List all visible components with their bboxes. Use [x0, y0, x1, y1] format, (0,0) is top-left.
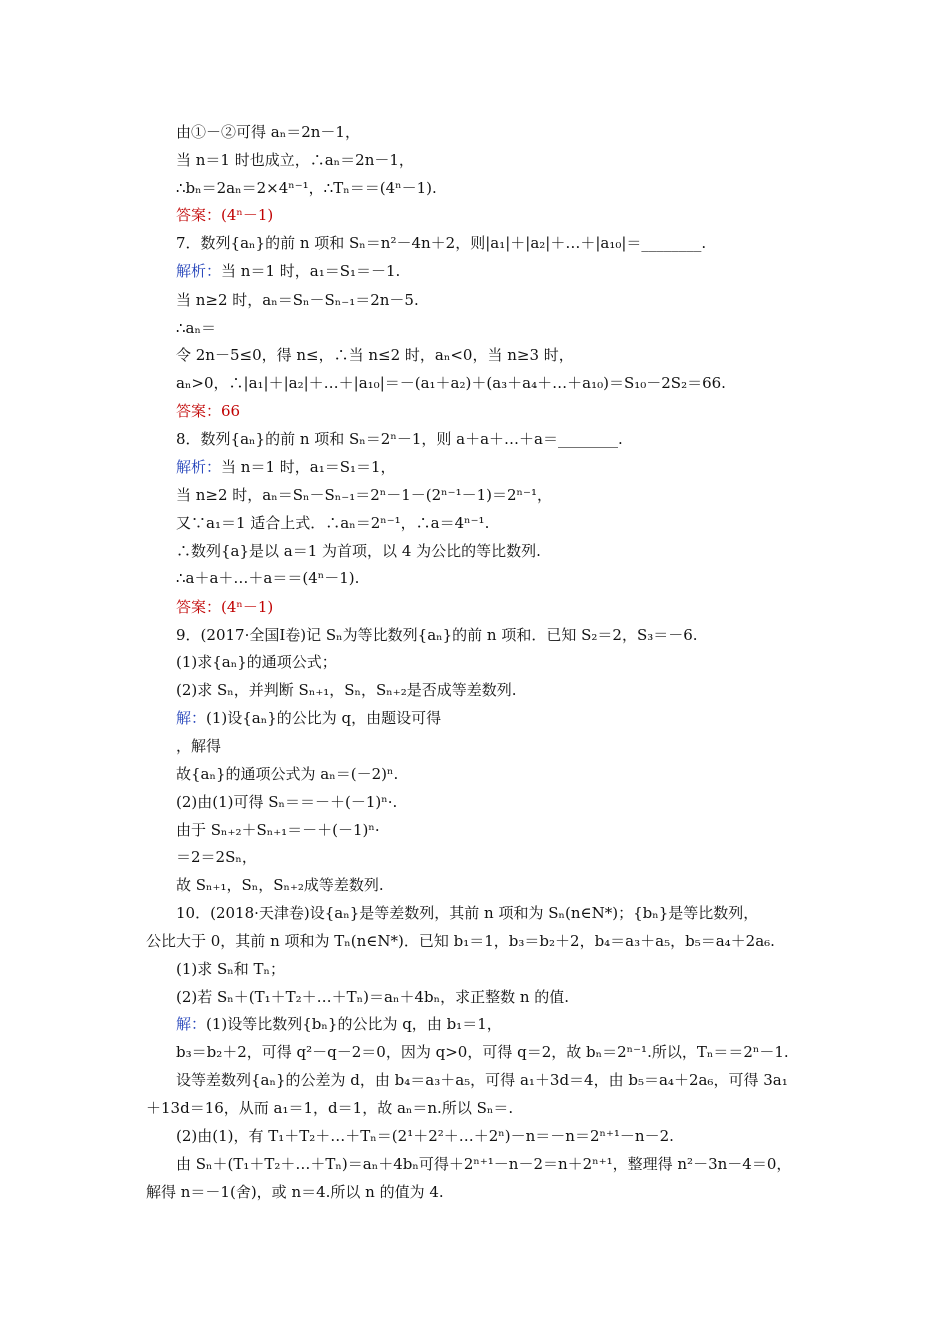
text-line: 故{aₙ}的通项公式为 aₙ＝(－2)ⁿ. [176, 765, 399, 783]
text-line: (1)求{aₙ}的通项公式； [176, 653, 337, 671]
analysis-label: 解析： [176, 262, 222, 280]
text-line: (2)求 Sₙ，并判断 Sₙ₊₁，Sₙ，Sₙ₊₂是否成等差数列. [176, 681, 517, 699]
solution-text: (1)设等比数列{bₙ}的公比为 q，由 b₁＝1， [206, 1015, 502, 1033]
text-line: ∴aₙ＝ [176, 319, 216, 337]
text-line: 令 2n－5≤0，得 n≤，∴当 n≤2 时，aₙ<0，当 n≥3 时， [176, 346, 574, 364]
text-line: ＋13d＝16，从而 a₁＝1，d＝1，故 aₙ＝n.所以 Sₙ＝. [146, 1099, 514, 1117]
text-line: (2)若 Sₙ＋(T₁＋T₂＋…＋Tₙ)＝aₙ＋4bₙ，求正整数 n 的值. [176, 988, 570, 1006]
question-7: 7．数列{aₙ}的前 n 项和 Sₙ＝n²－4n＋2，则|a₁|＋|a₂|＋…＋|a₁₀|＝________. [176, 234, 707, 252]
answer-line: 答案：(4ⁿ－1) [176, 598, 274, 616]
text-line: 当 n≥2 时，aₙ＝Sₙ－Sₙ₋₁＝2n－5. [176, 291, 419, 309]
text-line: ∴数列{a}是以 a＝1 为首项，以 4 为公比的等比数列. [176, 542, 541, 560]
solution-label: 解： [176, 709, 207, 727]
analysis-text: 当 n＝1 时，a₁＝S₁＝－1. [221, 262, 401, 280]
question-8: 8．数列{aₙ}的前 n 项和 Sₙ＝2ⁿ－1，则 a＋a＋…＋a＝________. [176, 430, 623, 448]
solution-label: 解： [176, 1015, 207, 1033]
analysis-line [176, 457, 396, 477]
solution-line [176, 708, 441, 728]
text-line: ，解得 [176, 737, 222, 755]
answer-line: 答案：(4ⁿ－1) [176, 206, 274, 224]
text-line: ∴a＋a＋…＋a＝＝(4ⁿ－1). [176, 569, 360, 587]
text-line: aₙ>0，∴|a₁|＋|a₂|＋…＋|a₁₀|＝－(a₁＋a₂)＋(a₃＋a₄＋…＋a₁₀)＝S₁₀－2S₂＝66. [176, 374, 726, 392]
text-line: 当 n≥2 时，aₙ＝Sₙ－Sₙ₋₁＝2ⁿ－1－(2ⁿ⁻¹－1)＝2ⁿ⁻¹， [176, 486, 552, 504]
text-line: b₃＝b₂＋2，可得 q²－q－2＝0，因为 q>0，可得 q＝2，故 bₙ＝2ⁿ⁻¹.所以，Tₙ＝＝2ⁿ－1. [176, 1043, 789, 1061]
text-line: (2)由(1)可得 Sₙ＝＝－＋(－1)ⁿ·. [176, 793, 398, 811]
text-line: 故 Sₙ₊₁，Sₙ，Sₙ₊₂成等差数列. [176, 876, 384, 894]
text-line: (1)求 Sₙ和 Tₙ； [176, 960, 286, 978]
text-line: 解得 n＝－1(舍)，或 n＝4.所以 n 的值为 4. [146, 1183, 444, 1201]
text-line: 由①－②可得 aₙ＝2n－1， [176, 123, 360, 141]
text-line: 公比大于 0，其前 n 项和为 Tₙ(n∈N*)．已知 b₁＝1，b₃＝b₂＋2，b₄＝a₃＋a₅，b₅＝a₄＋2a₆. [146, 932, 775, 950]
answer-line: 答案：66 [176, 402, 241, 420]
text-line: 又∵a₁＝1 适合上式．∴aₙ＝2ⁿ⁻¹，∴a＝4ⁿ⁻¹. [176, 514, 490, 532]
text-line: 设等差数列{aₙ}的公差为 d，由 b₄＝a₃＋a₅，可得 a₁＋3d＝4，由 b₅＝a₄＋2a₆，可得 3a₁ [176, 1071, 788, 1089]
text-line: 由 Sₙ＋(T₁＋T₂＋…＋Tₙ)＝aₙ＋4bₙ可得＋2ⁿ⁺¹－n－2＝n＋2ⁿ⁺¹，整理得 n²－3n－4＝0， [176, 1155, 792, 1173]
question-10: 10．(2018·天津卷)设{aₙ}是等差数列，其前 n 项和为 Sₙ(n∈N*)；{bₙ}是等比数列， [176, 904, 759, 922]
analysis-line [176, 261, 400, 281]
text-line: 由于 Sₙ₊₂＋Sₙ₊₁＝－＋(－1)ⁿ· [176, 821, 380, 839]
text-line: 当 n＝1 时也成立，∴aₙ＝2n－1， [176, 151, 414, 169]
analysis-text: 当 n＝1 时，a₁＝S₁＝1， [221, 458, 396, 476]
analysis-label: 解析： [176, 458, 222, 476]
solution-text: (1)设{aₙ}的公比为 q，由题设可得 [206, 709, 442, 727]
question-9: 9．(2017·全国Ⅰ卷)记 Sₙ为等比数列{aₙ}的前 n 项和．已知 S₂＝2，S₃＝－6. [176, 626, 698, 644]
text-line: ＝2＝2Sₙ， [176, 848, 257, 866]
solution-line [176, 1014, 502, 1034]
text-line: ∴bₙ＝2aₙ＝2×4ⁿ⁻¹，∴Tₙ＝＝(4ⁿ－1). [176, 179, 437, 197]
text-line: (2)由(1)，有 T₁＋T₂＋…＋Tₙ＝(2¹＋2²＋…＋2ⁿ)－n＝－n＝2ⁿ⁺¹－n－2. [176, 1127, 674, 1145]
